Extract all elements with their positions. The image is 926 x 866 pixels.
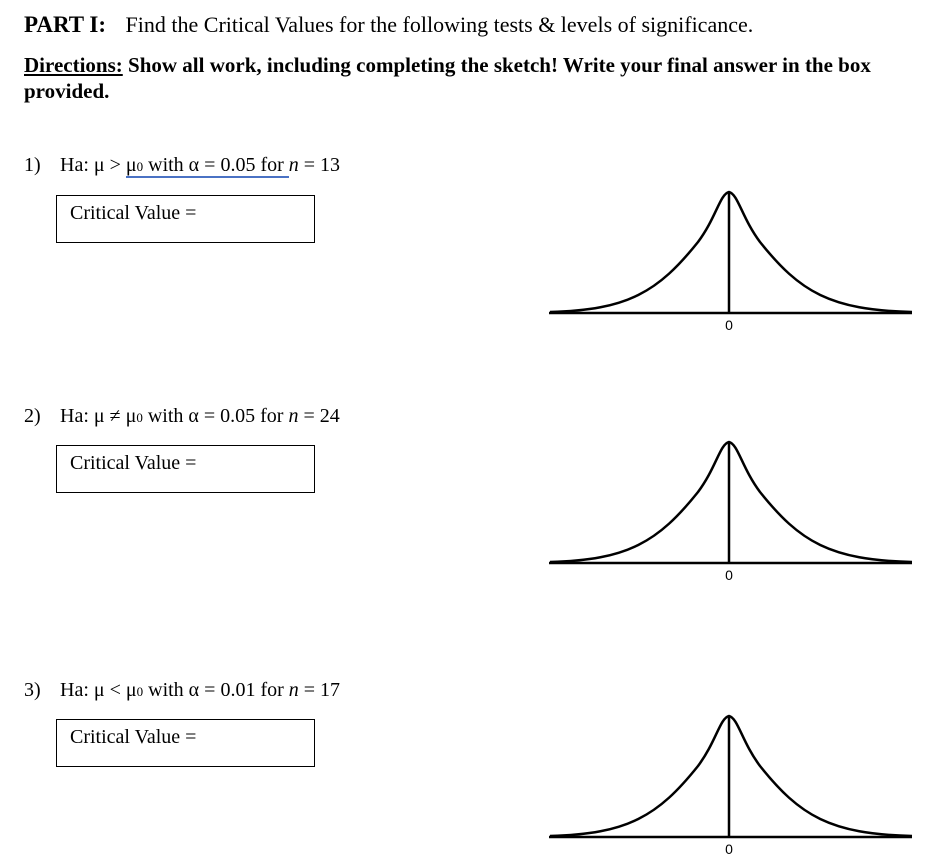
critical-value-box[interactable] — [56, 445, 315, 493]
directions — [24, 52, 884, 104]
critical-value-box[interactable] — [56, 195, 315, 243]
inequality-sign: ≠ — [109, 405, 121, 427]
directions-label: Directions: — [24, 53, 123, 77]
question-number: 3) — [24, 679, 41, 701]
critical-value-label: Critical Value = — [70, 452, 197, 474]
bell-curve — [550, 716, 912, 836]
critical-value-label: Critical Value = — [70, 726, 197, 748]
alt-hypothesis-prefix: Ha: μ — [60, 405, 105, 427]
alt-hypothesis-prefix: Ha: μ — [60, 154, 105, 176]
zero-label: 0 — [725, 841, 733, 856]
normal-curve-sketch — [548, 432, 914, 582]
bell-curve — [550, 192, 912, 312]
alt-hypothesis-prefix: Ha: μ — [60, 679, 105, 701]
critical-value-box[interactable] — [56, 719, 315, 767]
critical-value-label: Critical Value = — [70, 202, 197, 224]
normal-curve-sketch — [548, 706, 914, 856]
inequality-sign: < — [109, 679, 121, 701]
sample-size-var: n — [288, 405, 299, 427]
sample-size-value: = 17 — [298, 679, 341, 701]
part-instruction: Find the Critical Values for the following tests & levels of significance. — [125, 12, 754, 37]
sample-size-value: = 24 — [298, 405, 340, 427]
question-2: 2) Ha: μ ≠ μ0 with α = 0.05 for n = 24 — [24, 405, 340, 427]
question-3: 3) Ha: μ < μ0 with α = 0.01 for n = 17 — [24, 679, 341, 701]
sample-size-var: n — [288, 679, 299, 701]
question-number: 2) — [24, 405, 41, 427]
sample-size-var: n — [288, 154, 299, 176]
inequality-sign: > — [109, 154, 121, 176]
normal-curve-sketch — [548, 182, 914, 332]
zero-label: 0 — [725, 317, 733, 332]
bell-curve — [550, 442, 912, 562]
mu-naught-with: μ0 with α = 0.05 for — [125, 154, 289, 176]
part-header — [24, 12, 753, 38]
question-number: 1) — [24, 154, 41, 176]
sample-size-value: = 13 — [298, 154, 341, 176]
question-1 — [24, 154, 340, 177]
directions-text: Show all work, including completing the sketch! Write your final answer in the box provided. — [24, 53, 871, 103]
zero-label: 0 — [725, 567, 733, 582]
part-title: PART I: — [24, 12, 107, 37]
